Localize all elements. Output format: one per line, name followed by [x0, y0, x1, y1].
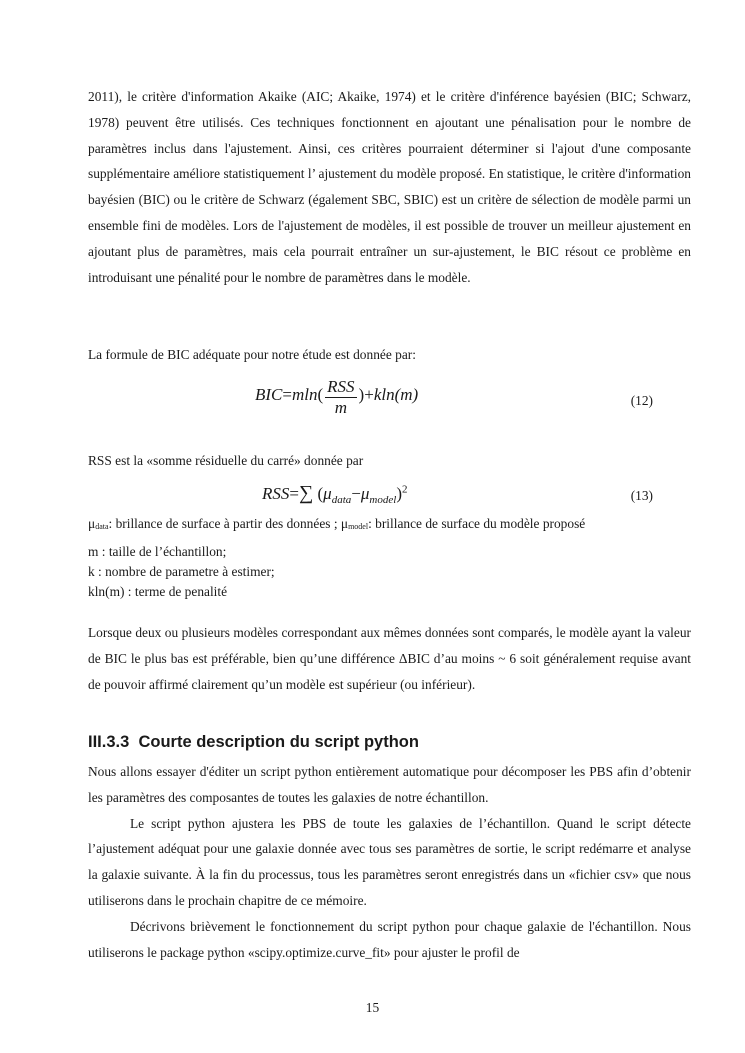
eq12-equals: =: [282, 385, 292, 405]
eq13-lhs: RSS: [262, 484, 290, 503]
section-heading: [88, 733, 419, 752]
page-number: 15: [365, 1000, 380, 1015]
definition-mu-text-2: : brillance de surface du modèle proposé: [368, 516, 586, 531]
equation-number-12: (12): [630, 393, 653, 408]
eq12-fraction: [325, 377, 356, 418]
equation-number-13: (13): [630, 488, 653, 503]
eq13-rparen: ): [396, 484, 402, 503]
equation-12: [88, 375, 691, 425]
eq13-mu-model: μ: [360, 484, 370, 503]
eq13-sum: ∑: [298, 482, 314, 504]
paragraph-text: Le script python ajustera les PBS de toute les galaxies de l’échantillon. Quand le script détecte l’ajustement adéquat pour une galaxie donnée avec tous ses paramètres de sortie, le script redémarre et analyse la galaxie suivante. À la fin du processus, tous les paramètres seront enregistrés dans un «fichier csv» que nous utiliserons dans le prochain chapitre de ce mémoire.: [88, 815, 691, 908]
mu-sub-data: data: [95, 522, 109, 531]
paragraph-text: Nous allons essayer d'éditer un script python entièrement automatique pour décomposer les PBS afin d’obtenir les paramètres des composantes de toutes les galaxies de notre échantillon.: [88, 764, 691, 805]
eq13-mu-data: μ: [323, 484, 332, 503]
eq12-lhs: BIC: [255, 385, 283, 405]
eq12-lparen: (: [317, 385, 324, 405]
definition-mu-text-1: : brillance de surface à partir des données ; μ: [108, 516, 349, 531]
paragraph-text: RSS est la «somme résiduelle du carré» donnée par: [88, 453, 364, 468]
eq12-kln: kln: [373, 385, 395, 405]
eq13-minus: −: [351, 484, 361, 503]
equation-12-body: [255, 377, 418, 418]
eq12-plus: +: [364, 385, 374, 405]
paragraph-text: La formule de BIC adéquate pour notre étude est donnée par:: [88, 347, 416, 362]
eq12-numerator: RSS: [327, 377, 355, 396]
definitions-list: [88, 514, 691, 602]
paragraph-bic-intro: [88, 84, 691, 290]
definition-k: k : nombre de parametre à estimer;: [88, 564, 275, 579]
paragraph-script-intro: [88, 759, 691, 965]
section-number: III.3.3: [88, 733, 130, 751]
paragraph-text: 2011), le critère d'information Akaike (AIC; Akaike, 1974) et le critère d'inférence bayésien (BIC; Schwarz, 1978) peuvent être utilisés. Ces techniques fonctionnent en ajoutant une pénalisation pour le nombre de paramètres inclus dans l'ajustement. Ainsi, ces critères pourraient déterminer si l'ajout d'une composante supplémentaire améliore statistiquement l’ ajustement du modèle proposé. En statistique, le critère d'information bayésien (BIC) ou le critère de Schwarz (également SBC, SBIC) est un critère de sélection de modèle parmi un ensemble fini de modèles. Lors de l'ajustement de modèles, il est possible de trouver un meilleur ajustement en ajoutant plus de paramètres, mais cela pourrait entraîner un sur-ajustement, le BIC résout ce problème en introduisant une pénalité pour le nombre de paramètres dans le modèle.: [88, 89, 691, 285]
paragraph-rss-intro: [88, 448, 691, 474]
eq12-mln: mln: [291, 385, 318, 405]
eq13-sub-data: data: [331, 494, 352, 506]
equation-13: [88, 478, 691, 512]
eq12-arg: (m): [394, 385, 419, 405]
definition-m: m : taille de l’échantillon;: [88, 544, 227, 559]
eq12-denominator: m: [334, 398, 347, 417]
definition-mu: μdata: brillance de surface à partir des données ; μmodel: brillance de surface du modèle proposé: [88, 516, 586, 531]
paragraph-text: Décrivons brièvement le fonctionnement du script python pour chaque galaxie de l'échantillon. Nous utiliserons le package python «scipy.optimize.curve_fit» pour ajuster le profil de: [88, 918, 691, 960]
eq13-lparen: (: [317, 484, 324, 503]
mu-sub-model: model: [348, 522, 369, 531]
paragraph-bic-formula-intro: [88, 342, 691, 368]
eq13-power: 2: [401, 483, 408, 496]
eq13-sub-model: model: [369, 494, 397, 506]
definition-kln: kln(m) : terme de penalité: [88, 584, 228, 599]
section-title: Courte description du script python: [138, 733, 419, 751]
eq13-equals: =: [289, 484, 299, 503]
equation-13-body: [262, 482, 407, 506]
paragraph-bic-comparison: [88, 620, 691, 697]
eq12-rparen: ): [358, 385, 365, 405]
paragraph-text: Lorsque deux ou plusieurs modèles correspondant aux mêmes données sont comparés, le modèle ayant la valeur de BIC le plus bas est préférable, bien qu’une différence ΔBIC d’au moins ~ 6 soit généralement requise avant de pouvoir affirmé clairement qu’un modèle est supérieur (ou inférieur).: [88, 625, 691, 692]
